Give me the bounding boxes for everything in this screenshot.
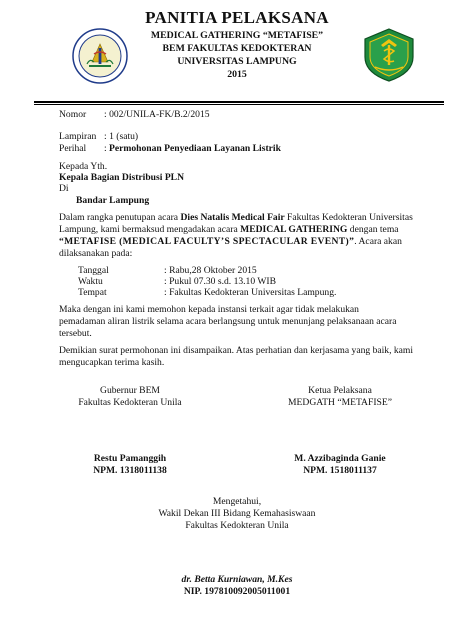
acknowledgement-label: Mengetahui, [212,496,262,507]
nomor-value: : 002/UNILA-FK/B.2/2015 [104,109,210,120]
medical-gathering-text: MEDICAL GATHERING [240,224,348,235]
recipient-di: Di [59,183,69,194]
paragraph1-text: Dalam rangka penutupan acara [59,212,181,223]
paragraph1-line2 [59,224,399,236]
left-signatory-npm: NPM. 1318011138 [93,465,167,476]
letterhead-event-name: MEDICAL GATHERING “METAFISE” [150,30,324,41]
paragraph1-text: . Acara akan [354,236,402,247]
dean-nip: NIP. 197810092005011001 [183,586,291,597]
perihal-label: Perihal [59,143,87,154]
lampiran-label: Lampiran [59,131,97,142]
perihal-separator: : [104,143,107,154]
waktu-value: : Pukul 07.30 s.d. 13.10 WIB [164,276,277,287]
paragraph3-line2: mengucapkan terima kasih. [59,357,165,368]
letterhead-rule-thin [34,104,444,105]
paragraph1-line1 [59,212,413,224]
right-signatory-npm: NPM. 1518011137 [303,465,377,476]
paragraph3-line1: Demikian surat permohonan ini disampaikan. Atas perhatian dan kerjasama yang baik, kami [59,345,414,356]
right-signatory-name: M. Azzibaginda Ganie [294,453,386,464]
paragraph2-line3: tersebut. [59,328,92,339]
paragraph1-line4: dilaksanakan pada: [59,248,133,259]
dean-title: Wakil Dekan III Bidang Kemahasiswaan [158,508,316,519]
left-signatory-title: Gubernur BEM [100,385,160,396]
event-theme-text: “METAFISE (MEDICAL FACULTY’S SPECTACULAR EVENT)” [59,236,355,247]
right-signatory-unit: MEDGATH “METAFISE” [288,397,392,408]
left-signatory-unit: Fakultas Kedokteran Unila [78,397,182,408]
letterhead-rule-thick [34,101,444,103]
dies-natalis-text: Dies Natalis Medical Fair [180,212,285,223]
paragraph2-line2: pemadaman aliran listrik selama acara berlangsung untuk menunjang pelaksanaan acara [59,316,397,327]
paragraph1-text: Fakultas Kedokteran Universitas [284,212,413,223]
tanggal-value: : Rabu,28 Oktober 2015 [164,265,257,276]
paragraph1-text: dengan tema [347,224,399,235]
letterhead-title: PANITIA PELAKSANA [145,8,329,27]
letterhead-university: UNIVERSITAS LAMPUNG [177,56,297,67]
letterhead-organization: BEM FAKULTAS KEDOKTERAN [162,43,312,54]
perihal-value: Permohonan Penyediaan Layanan Listrik [109,143,281,154]
tempat-label: Tempat [78,287,107,298]
nomor-label: Nomor [59,109,87,120]
left-signatory-name: Restu Pamanggih [93,453,167,464]
letterhead-year: 2015 [227,69,247,80]
right-signatory-title: Ketua Pelaksana [308,385,372,396]
dean-unit: Fakultas Kedokteran Unila [185,520,289,531]
paragraph1-text: Lampung, kami bermaksud mengadakan acara [59,224,241,235]
paragraph2-line1: Maka dengan ini kami memohon kepada instansi terkait agar tidak melakukan [59,304,359,315]
lampiran-value: : 1 (satu) [104,131,139,142]
tanggal-label: Tanggal [78,265,109,276]
recipient-greeting: Kepada Yth. [59,161,108,172]
recipient-city: Bandar Lampung [76,195,150,206]
recipient-name: Kepala Bagian Distribusi PLN [59,172,185,183]
paragraph1-line3 [59,236,402,248]
dean-name: dr. Betta Kurniawan, M.Kes [181,574,293,585]
waktu-label: Waktu [78,276,103,287]
tempat-value: : Fakultas Kedokteran Universitas Lampung. [164,287,337,298]
